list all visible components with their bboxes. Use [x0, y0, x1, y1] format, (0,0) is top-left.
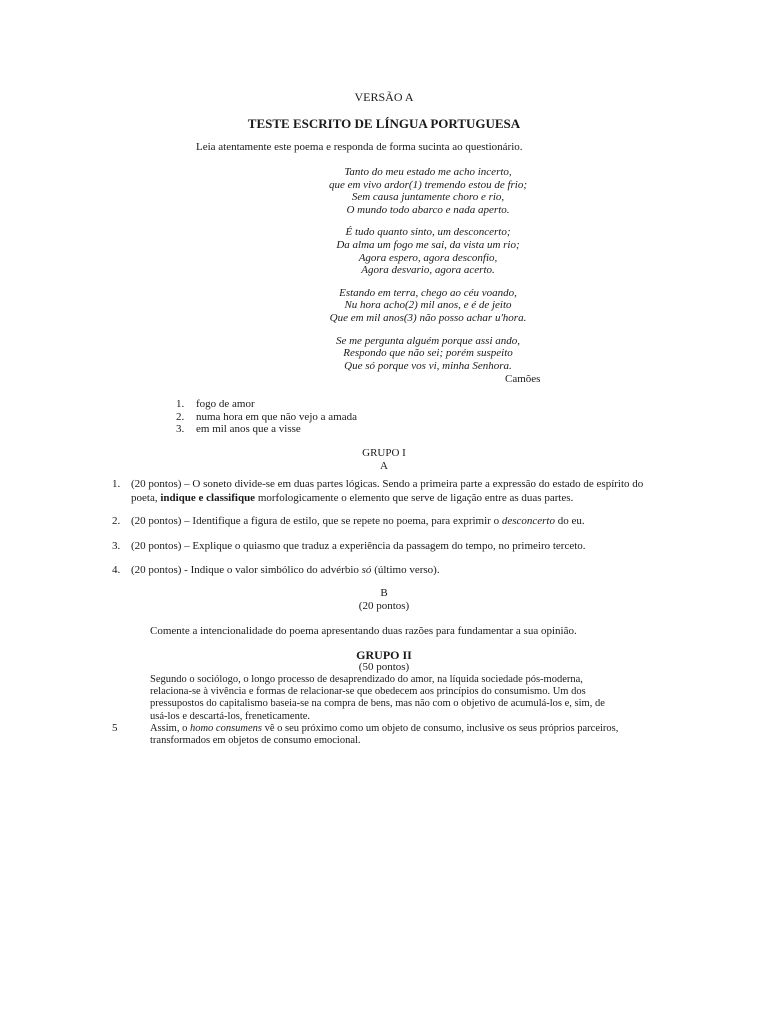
question-emphasis: indique e classifique	[160, 491, 256, 504]
question-text	[131, 515, 652, 529]
footnote-text: em mil anos que a visse	[196, 423, 301, 435]
poem-line: Sem causa juntamente choro e rio,	[351, 191, 505, 204]
question-text-part: (último verso).	[371, 564, 440, 576]
poem-stanza	[228, 335, 628, 373]
poem	[228, 166, 628, 382]
poem-line: Da alma um fogo me sai, da vista um rio;	[336, 238, 520, 251]
question-emphasis: só	[361, 564, 372, 576]
footnote-number: 1.	[176, 398, 185, 410]
poem-line: Agora desvario, agora acerto.	[361, 264, 495, 277]
text-line: relaciona-se à vivência e formas de relacionar-se que obedecem aos princípios do consumismo. Um dos	[150, 686, 586, 698]
question-1	[112, 478, 652, 505]
question-emphasis: desconcerto	[501, 515, 555, 527]
poem-line: Se me pergunta alguém porque assi ando,	[335, 334, 521, 347]
question-text	[131, 564, 652, 578]
question-text-part: (20 pontos) - Indique o valor simbólico do advérbio	[131, 564, 362, 576]
question-text-part: (20 pontos) – O soneto divide-se em duas partes lógicas. Sendo a primeira parte a expressão do estado de espírito do poeta,	[131, 478, 644, 504]
poem-line: É tudo quanto sinto, um desconcerto;	[345, 226, 511, 239]
version-label: VERSÃO A	[354, 90, 414, 104]
question-text-part: morfologicamente o elemento que serve de ligação entre as duas partes.	[255, 491, 574, 504]
question-text-part: (20 pontos) – Identifique a figura de estilo, que se repete no poema, para exprimir o	[131, 515, 502, 527]
question-text	[131, 478, 652, 505]
poem-author: Camões	[505, 373, 541, 385]
document-title: TESTE ESCRITO DE LÍNGUA PORTUGUESA	[247, 116, 521, 131]
text-line: transformados em objetos de consumo emocional.	[150, 735, 361, 747]
group-2-points: (50 pontos)	[358, 661, 410, 673]
question-number: 4.	[112, 564, 121, 576]
poem-line: Respondo que não sei; porém suspeito	[343, 347, 513, 360]
poem-line: Nu hora acho(2) mil anos, e é de jeito	[344, 299, 512, 312]
poem-line: que em vivo ardor(1) tremendo estou de frio;	[328, 178, 528, 191]
poem-line: Tanto do meu estado me acho incerto,	[344, 166, 512, 178]
question-text: (20 pontos) – Explique o quiasmo que traduz a experiência da passagem do tempo, no primeiro terceto.	[131, 540, 586, 552]
question-number: 3.	[112, 540, 121, 552]
text-line	[150, 723, 650, 735]
question-2	[112, 515, 652, 529]
group-1-heading: GRUPO I	[362, 447, 406, 459]
poem-line: Agora espero, agora desconfio,	[358, 251, 498, 264]
group-1-section-b: B	[380, 587, 388, 599]
group-1-section-a: A	[380, 460, 388, 472]
poem-line: Estando em terra, chego ao céu voando,	[339, 286, 517, 299]
text-line: usá-los e descartá-los, freneticamente.	[150, 710, 311, 722]
instructions: Leia atentamente este poema e responda de forma sucinta ao questionário.	[196, 141, 523, 153]
footnote-number: 2.	[176, 410, 185, 423]
poem-stanza	[228, 287, 628, 325]
poem-stanza	[228, 226, 628, 276]
poem-line: O mundo todo abarco e nada aperto.	[346, 203, 510, 216]
question-number: 2.	[112, 515, 121, 527]
section-b-question: Comente a intencionalidade do poema apresentando duas razões para fundamentar a sua opinião.	[150, 625, 577, 637]
poem-line: Que em mil anos(3) não posso achar u'hora.	[329, 311, 527, 324]
text-part: Assim, o	[150, 722, 190, 734]
text-line: pressupostos do capitalismo baseia-se na compra de bens, mas não com o objetivo de acumulá-los e, sim, de	[150, 698, 605, 710]
line-number: 5	[112, 722, 118, 734]
poem-stanza	[228, 166, 628, 216]
question-text-part: do eu.	[554, 515, 585, 527]
footnote-item	[176, 398, 357, 411]
poem-line: Que só porque vos vi, minha Senhora.	[344, 359, 512, 372]
question-4	[112, 564, 652, 578]
text-line: Segundo o sociólogo, o longo processo de desaprendizado do amor, na líquida sociedade pós-moderna,	[150, 674, 583, 685]
footnote-text: fogo de amor	[196, 398, 255, 410]
section-b-points: (20 pontos)	[358, 600, 410, 612]
group-2-heading: GRUPO II	[356, 648, 412, 662]
footnote-item	[176, 411, 357, 424]
text-part: vê o seu próximo como um objeto de consumo, inclusive os seus próprios parceiros,	[262, 722, 619, 734]
question-number: 1.	[112, 478, 121, 490]
footnote-number: 3.	[176, 423, 185, 435]
question-3	[112, 540, 652, 554]
text-emphasis: homo consumens	[189, 722, 263, 734]
footnotes	[176, 398, 357, 436]
footnote-text: numa hora em que não vejo a amada	[196, 410, 357, 423]
footnote-item	[176, 423, 357, 436]
group-2-text	[150, 674, 650, 747]
